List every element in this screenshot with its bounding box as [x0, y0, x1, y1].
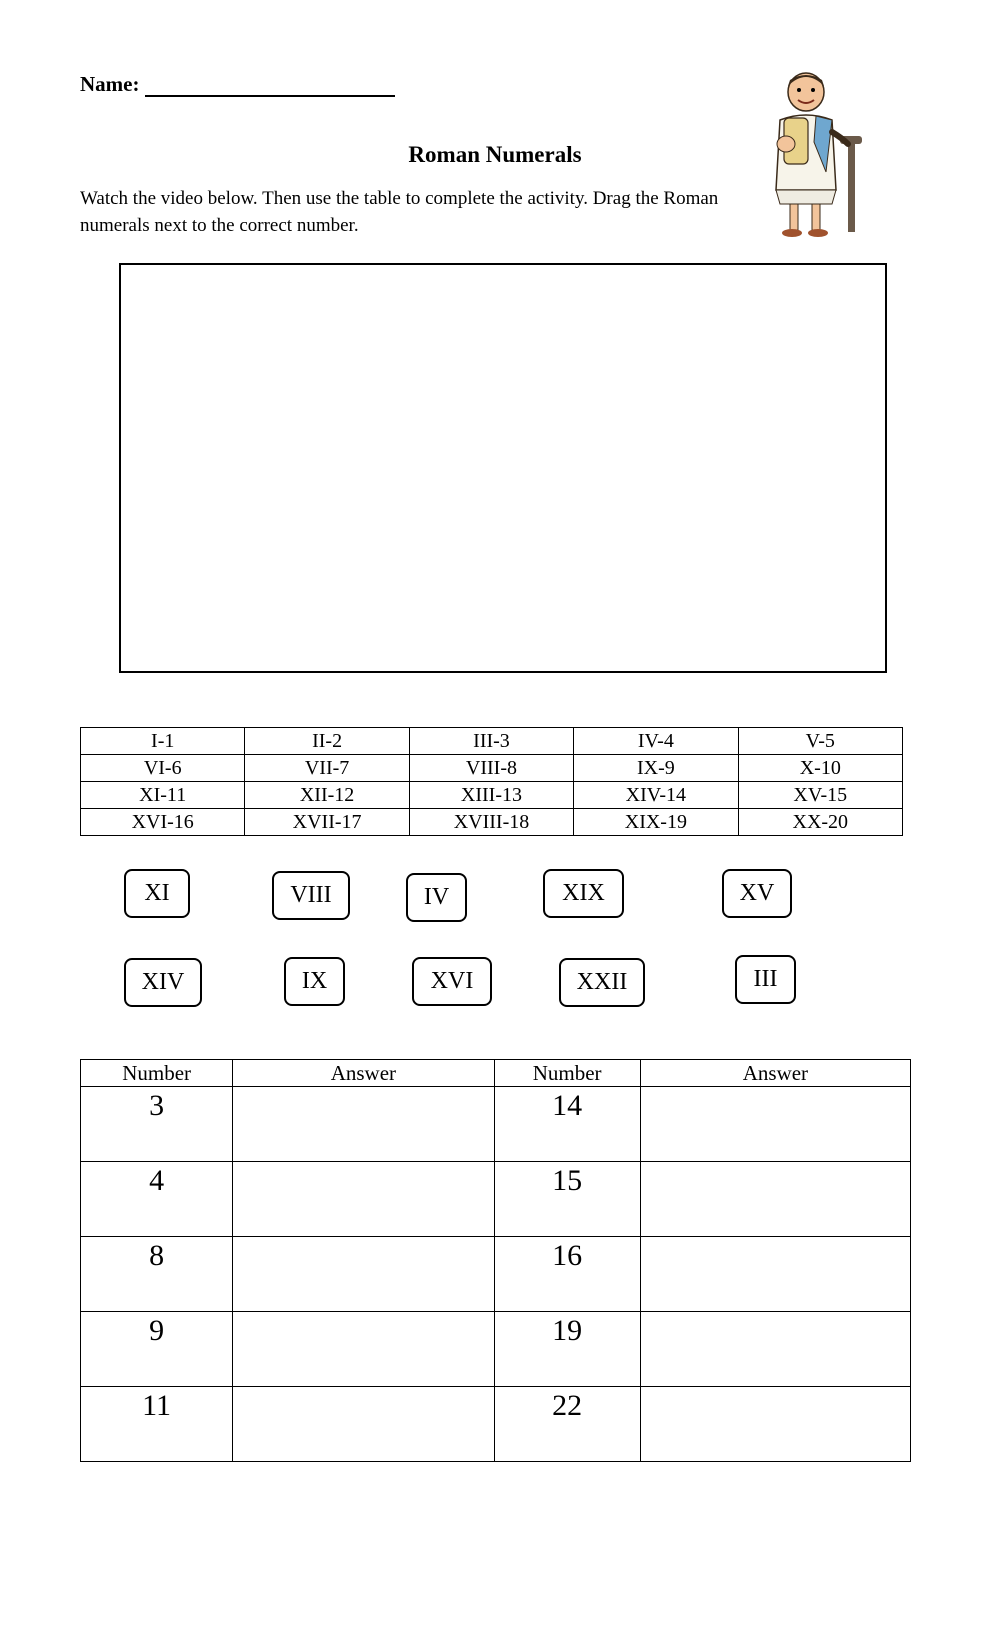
number-cell: 11: [81, 1387, 233, 1462]
answer-row: [81, 1162, 911, 1237]
number-cell: 15: [494, 1162, 640, 1237]
reference-row: [81, 809, 903, 836]
reference-cell: VIII-8: [409, 755, 573, 782]
video-placeholder[interactable]: [119, 263, 887, 673]
reference-cell: X-10: [738, 755, 902, 782]
name-label: Name:: [80, 72, 140, 96]
reference-cell: XVI-16: [81, 809, 245, 836]
reference-cell: I-1: [81, 728, 245, 755]
roman-character-illustration: [766, 72, 874, 240]
reference-cell: VII-7: [245, 755, 409, 782]
reference-cell: IX-9: [574, 755, 738, 782]
name-field-label: [80, 72, 395, 97]
reference-cell: II-2: [245, 728, 409, 755]
answer-table-header-number: Number: [81, 1060, 233, 1087]
numeral-drag-chip[interactable]: VIII: [272, 871, 350, 920]
answer-drop-zone[interactable]: [640, 1087, 910, 1162]
answer-drop-zone[interactable]: [640, 1387, 910, 1462]
reference-row: [81, 782, 903, 809]
page-title: Roman Numerals: [408, 142, 582, 167]
reference-row: [81, 755, 903, 782]
numeral-drag-chip[interactable]: IV: [406, 873, 467, 922]
reference-cell: XVIII-18: [409, 809, 573, 836]
answer-drop-zone[interactable]: [640, 1237, 910, 1312]
answer-drop-zone[interactable]: [640, 1162, 910, 1237]
answer-drop-zone[interactable]: [233, 1312, 494, 1387]
answer-drop-zone[interactable]: [640, 1312, 910, 1387]
number-cell: 4: [81, 1162, 233, 1237]
answer-drop-zone[interactable]: [233, 1387, 494, 1462]
reference-cell: V-5: [738, 728, 902, 755]
reference-cell: XV-15: [738, 782, 902, 809]
number-cell: 14: [494, 1087, 640, 1162]
numeral-drag-chip[interactable]: XVI: [412, 957, 492, 1006]
number-cell: 16: [494, 1237, 640, 1312]
number-cell: 3: [81, 1087, 233, 1162]
answer-row: [81, 1387, 911, 1462]
numeral-drag-chip[interactable]: III: [735, 955, 796, 1004]
numeral-drag-chip[interactable]: XV: [722, 869, 792, 918]
answer-table-header-answer: Answer: [233, 1060, 494, 1087]
reference-cell: XI-11: [81, 782, 245, 809]
answer-table-header-number: Number: [494, 1060, 640, 1087]
answer-table-header-answer: Answer: [640, 1060, 910, 1087]
answer-row: [81, 1312, 911, 1387]
instructions-text: Watch the video below. Then use the table to complete the activity. Drag the Roman numerals next to the correct number.: [80, 188, 719, 236]
answer-drop-zone[interactable]: [233, 1162, 494, 1237]
reference-cell: XII-12: [245, 782, 409, 809]
answer-table: [80, 1059, 911, 1462]
reference-cell: XVII-17: [245, 809, 409, 836]
number-cell: 8: [81, 1237, 233, 1312]
reference-cell: IV-4: [574, 728, 738, 755]
reference-cell: XIV-14: [574, 782, 738, 809]
answer-drop-zone[interactable]: [233, 1237, 494, 1312]
answer-drop-zone[interactable]: [233, 1087, 494, 1162]
number-cell: 22: [494, 1387, 640, 1462]
reference-cell: XIII-13: [409, 782, 573, 809]
answer-row: [81, 1087, 911, 1162]
numeral-drag-chip[interactable]: XIV: [124, 958, 202, 1007]
numeral-drag-chip[interactable]: XIX: [543, 869, 624, 918]
reference-cell: XX-20: [738, 809, 902, 836]
number-cell: 9: [81, 1312, 233, 1387]
reference-cell: XIX-19: [574, 809, 738, 836]
answer-row: [81, 1237, 911, 1312]
numeral-drag-chip[interactable]: IX: [284, 957, 345, 1006]
number-cell: 19: [494, 1312, 640, 1387]
reference-cell: VI-6: [81, 755, 245, 782]
reference-cell: III-3: [409, 728, 573, 755]
numeral-drag-chip[interactable]: XXII: [559, 958, 645, 1007]
name-blank-line: [145, 75, 395, 97]
reference-row: [81, 728, 903, 755]
roman-numeral-reference-table: [80, 727, 903, 836]
numeral-drag-chip[interactable]: XI: [124, 869, 190, 918]
